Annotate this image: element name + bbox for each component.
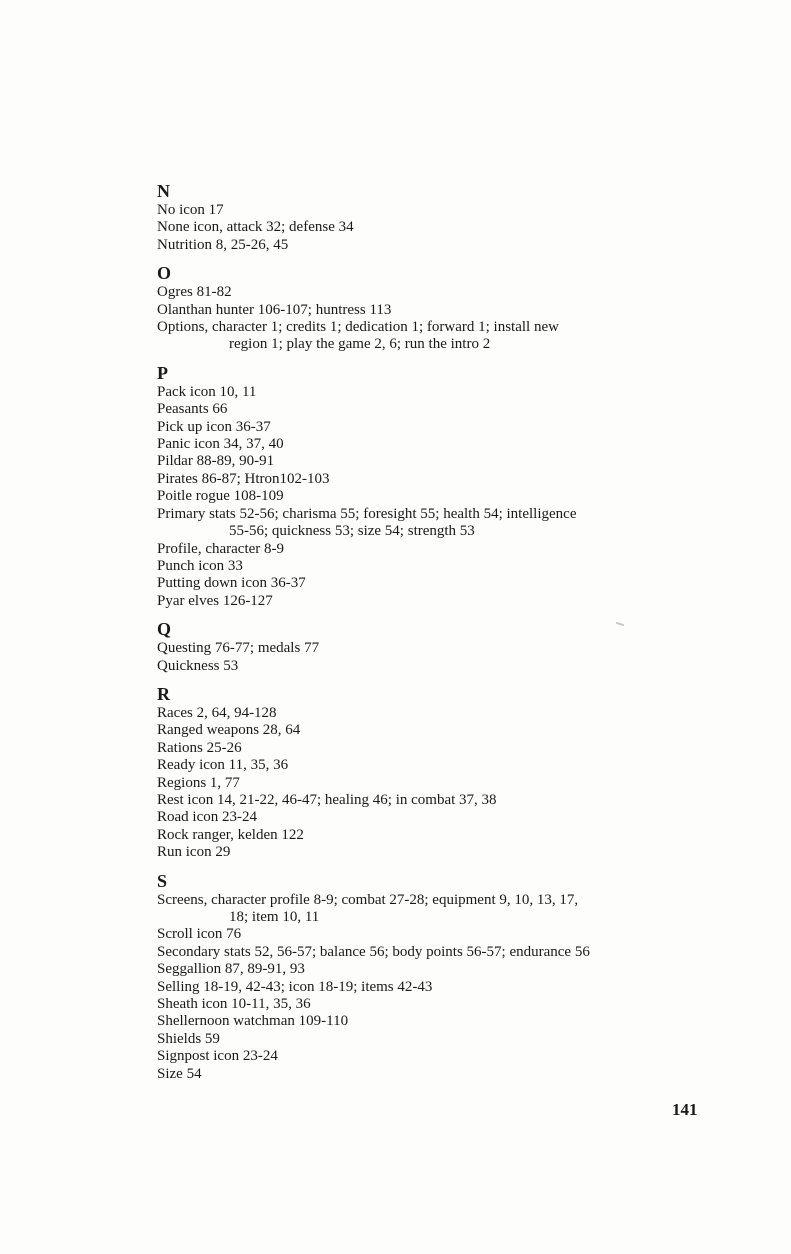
entry-line: Selling 18-19, 42-43; icon 18-19; items 42-43 xyxy=(157,978,433,995)
entry-line: Signpost icon 23-24 xyxy=(157,1048,278,1065)
index-entry xyxy=(157,401,657,418)
entry-line: Quickness 53 xyxy=(157,657,239,674)
index-entry xyxy=(157,926,657,943)
index-entry xyxy=(157,284,657,301)
section-letter: O xyxy=(157,263,172,284)
index-entry xyxy=(157,488,657,505)
index-entry xyxy=(157,961,657,978)
entry-line: Sheath icon 10-11, 35, 36 xyxy=(157,996,311,1013)
index-entry xyxy=(157,996,657,1013)
entry-line: Olanthan hunter 106-107; huntress 113 xyxy=(157,301,392,318)
index-entry xyxy=(157,471,657,488)
index-entry xyxy=(157,1048,657,1065)
index-entry xyxy=(157,705,657,722)
entry-line: Secondary stats 52, 56-57; balance 56; body points 56-57; endurance 56 xyxy=(157,943,590,960)
entry-line: Rock ranger, kelden 122 xyxy=(157,826,304,843)
entry-continuation: 55-56; quickness 53; size 54; strength 53 xyxy=(229,523,475,540)
entry-line: Run icon 29 xyxy=(157,844,231,861)
index-entry xyxy=(157,740,657,757)
index-entry xyxy=(157,453,657,470)
index-entry xyxy=(157,844,657,861)
entry-line: Regions 1, 77 xyxy=(157,774,240,791)
index-entry xyxy=(157,319,657,354)
index-entry xyxy=(157,775,657,792)
section-letter: P xyxy=(157,362,168,383)
index-entry xyxy=(157,892,657,927)
entry-line: Scroll icon 76 xyxy=(157,926,242,943)
index-entry xyxy=(157,809,657,826)
entry-line: Pirates 86-87; Htron102-103 xyxy=(157,470,330,487)
index-entry xyxy=(157,202,657,219)
entry-line: Seggallion 87, 89-91, 93 xyxy=(157,961,305,978)
entry-line: Shields 59 xyxy=(157,1030,220,1047)
entry-line: Putting down icon 36-37 xyxy=(157,575,306,592)
entry-line: Screens, character profile 8-9; combat 27-28; equipment 9, 10, 13, 17, xyxy=(157,891,579,908)
index-entry xyxy=(157,792,657,809)
index-section-s xyxy=(157,870,657,1083)
index-entry xyxy=(157,979,657,996)
index-list xyxy=(157,180,657,1083)
index-entry xyxy=(157,237,657,254)
index-entry xyxy=(157,575,657,592)
index-section-n xyxy=(157,180,657,254)
index-entry xyxy=(157,558,657,575)
entry-line: Races 2, 64, 94-128 xyxy=(157,704,277,721)
entry-line: Pildar 88-89, 90-91 xyxy=(157,453,275,470)
entry-line: Pick up icon 36-37 xyxy=(157,418,271,435)
index-entry xyxy=(157,722,657,739)
entry-line: Nutrition 8, 25-26, 45 xyxy=(157,236,289,253)
section-letter: N xyxy=(157,181,170,201)
index-entry xyxy=(157,1013,657,1030)
entry-line: Poitle rogue 108-109 xyxy=(157,488,284,505)
index-section-q xyxy=(157,618,657,675)
index-entry xyxy=(157,219,657,236)
page-number: 141 xyxy=(672,1100,698,1119)
index-section-r xyxy=(157,683,657,862)
index-entry xyxy=(157,827,657,844)
entry-continuation: 18; item 10, 11 xyxy=(229,909,320,925)
entry-line: Ogres 81-82 xyxy=(157,284,232,301)
entry-line: Pack icon 10, 11 xyxy=(157,383,257,400)
entry-line: None icon, attack 32; defense 34 xyxy=(157,219,354,236)
index-entry xyxy=(157,640,657,657)
index-entry xyxy=(157,1066,657,1083)
entry-line: Size 54 xyxy=(157,1065,202,1082)
index-entry xyxy=(157,757,657,774)
section-letter: Q xyxy=(157,619,172,640)
index-entry xyxy=(157,436,657,453)
section-letter: S xyxy=(157,870,168,891)
index-entry xyxy=(157,944,657,961)
entry-line: Ready icon 11, 35, 36 xyxy=(157,757,289,774)
index-entry xyxy=(157,541,657,558)
entry-line: Peasants 66 xyxy=(157,401,228,418)
index-entry xyxy=(157,384,657,401)
entry-line: Pyar elves 126-127 xyxy=(157,592,273,609)
section-letter: R xyxy=(157,683,170,704)
index-section-o xyxy=(157,262,657,354)
entry-line: Primary stats 52-56; charisma 55; foresight 55; health 54; intelligence xyxy=(157,505,577,522)
entry-line: Options, character 1; credits 1; dedication 1; forward 1; install new xyxy=(157,319,559,336)
index-entry xyxy=(157,658,657,675)
index-entry xyxy=(157,593,657,610)
index-entry xyxy=(157,506,657,541)
entry-line: Rations 25-26 xyxy=(157,739,242,756)
entry-line: Panic icon 34, 37, 40 xyxy=(157,436,284,453)
index-entry xyxy=(157,302,657,319)
entry-line: Profile, character 8-9 xyxy=(157,540,285,557)
index-section-p xyxy=(157,362,657,610)
entry-continuation: region 1; play the game 2, 6; run the intro 2 xyxy=(229,336,491,353)
entry-line: Rest icon 14, 21-22, 46-47; healing 46; in combat 37, 38 xyxy=(157,791,497,808)
entry-line: Questing 76-77; medals 77 xyxy=(157,640,320,657)
index-entry xyxy=(157,1031,657,1048)
index-entry xyxy=(157,419,657,436)
entry-line: Road icon 23-24 xyxy=(157,809,257,826)
entry-line: Ranged weapons 28, 64 xyxy=(157,722,301,739)
entry-line: Shellernoon watchman 109-110 xyxy=(157,1013,349,1030)
entry-line: No icon 17 xyxy=(157,202,224,218)
entry-line: Punch icon 33 xyxy=(157,557,243,574)
